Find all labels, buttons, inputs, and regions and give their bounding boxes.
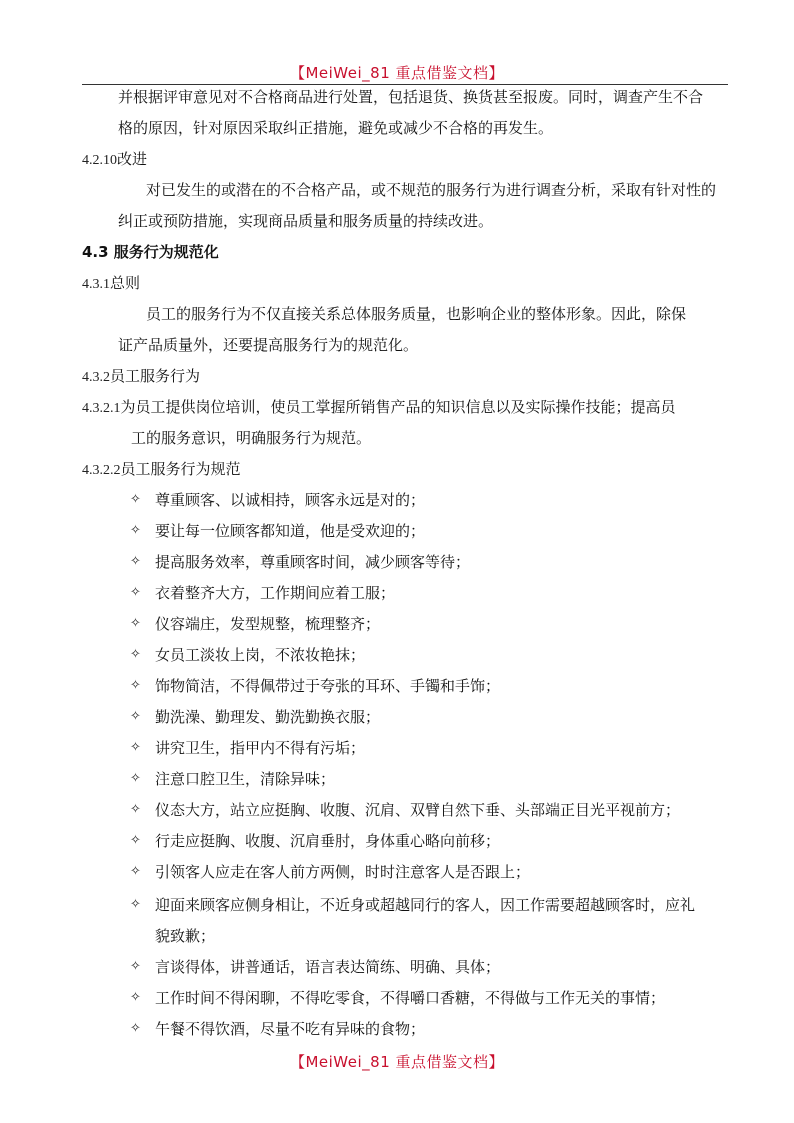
bullet-icon: ✧ bbox=[130, 833, 141, 848]
section-heading-main: 4.3 服务行为规范化 bbox=[82, 243, 219, 261]
bullet-icon: ✧ bbox=[130, 990, 141, 1005]
list-item: 女员工淡妆上岗，不浓妆艳抹； bbox=[155, 646, 366, 664]
list-item: 要让每一位顾客都知道，他是受欢迎的； bbox=[155, 522, 426, 540]
list-item: 工作时间不得闲聊，不得吃零食，不得嚼口香糖，不得做与工作无关的事情； bbox=[155, 989, 666, 1007]
section-title: 改进 bbox=[117, 150, 148, 168]
header-rule bbox=[82, 84, 728, 85]
paragraph-line: 格的原因，针对原因采取纠正措施，避免或减少不合格的再发生。 bbox=[118, 119, 554, 137]
section-title: 员工服务行为规范 bbox=[120, 460, 241, 478]
list-item: 行走应挺胸、收腹、沉肩垂肘，身体重心略向前移； bbox=[155, 832, 501, 850]
section-heading bbox=[82, 397, 676, 419]
paragraph-line: 证产品质量外，还要提高服务行为的规范化。 bbox=[118, 336, 419, 354]
section-title: 员工服务行为 bbox=[110, 367, 201, 385]
bullet-icon: ✧ bbox=[130, 771, 141, 786]
bullet-icon: ✧ bbox=[130, 959, 141, 974]
bullet-icon: ✧ bbox=[130, 1021, 141, 1036]
section-number: 4.3.2.1 bbox=[82, 401, 121, 416]
paragraph-line: 员工的服务行为不仅直接关系总体服务质量，也影响企业的整体形象。因此，除保 bbox=[146, 305, 687, 323]
list-item-continuation: 貌致歉； bbox=[155, 927, 216, 945]
section-number: 4.3.2.2 bbox=[82, 463, 121, 478]
section-title: 总则 bbox=[110, 274, 141, 292]
bullet-icon: ✧ bbox=[130, 802, 141, 817]
page-header: 【MeiWei_81 重点借鉴文档】 bbox=[289, 64, 505, 82]
bullet-icon: ✧ bbox=[130, 492, 141, 507]
list-item: 迎面来顾客应侧身相让，不近身或超越同行的客人，因工作需要超越顾客时，应礼 bbox=[155, 896, 696, 914]
list-item: 饰物简洁，不得佩带过于夸张的耳环、手镯和手饰； bbox=[155, 677, 501, 695]
bullet-icon: ✧ bbox=[130, 709, 141, 724]
list-item: 勤洗澡、勤理发、勤洗勤换衣服； bbox=[155, 708, 381, 726]
section-number: 4.3.1 bbox=[82, 277, 110, 292]
section-heading bbox=[82, 149, 147, 171]
bullet-icon: ✧ bbox=[130, 897, 141, 912]
paragraph-line: 并根据评审意见对不合格商品进行处置，包括退货、换货甚至报废。同时，调查产生不合 bbox=[118, 88, 704, 106]
list-item: 衣着整齐大方，工作期间应着工服； bbox=[155, 584, 396, 602]
paragraph-line: 为员工提供岗位培训，使员工掌握所销售产品的知识信息以及实际操作技能；提高员 bbox=[120, 398, 676, 416]
bullet-icon: ✧ bbox=[130, 864, 141, 879]
list-item: 讲究卫生，指甲内不得有污垢； bbox=[155, 739, 366, 757]
list-item: 提高服务效率，尊重顾客时间，减少顾客等待； bbox=[155, 553, 471, 571]
section-number: 4.2.10 bbox=[82, 153, 117, 168]
list-item: 仪容端庄，发型规整，梳理整齐； bbox=[155, 615, 381, 633]
bullet-icon: ✧ bbox=[130, 585, 141, 600]
list-item: 引领客人应走在客人前方两侧，时时注意客人是否跟上； bbox=[155, 863, 531, 881]
list-item: 尊重顾客、以诚相持，顾客永远是对的； bbox=[155, 491, 426, 509]
paragraph-line: 对已发生的或潜在的不合格产品，或不规范的服务行为进行调查分析，采取有针对性的 bbox=[146, 181, 717, 199]
paragraph-line: 工的服务意识，明确服务行为规范。 bbox=[131, 429, 372, 447]
section-heading bbox=[82, 273, 140, 295]
section-heading bbox=[82, 459, 241, 481]
section-number: 4.3.2 bbox=[82, 370, 110, 385]
list-item: 言谈得体，讲普通话，语言表达简练、明确、具体； bbox=[155, 958, 501, 976]
list-item: 午餐不得饮酒，尽量不吃有异味的食物； bbox=[155, 1020, 426, 1038]
bullet-icon: ✧ bbox=[130, 523, 141, 538]
bullet-icon: ✧ bbox=[130, 678, 141, 693]
bullet-icon: ✧ bbox=[130, 616, 141, 631]
paragraph-line: 纠正或预防措施，实现商品质量和服务质量的持续改进。 bbox=[118, 212, 494, 230]
bullet-icon: ✧ bbox=[130, 554, 141, 569]
section-heading bbox=[82, 366, 200, 388]
bullet-icon: ✧ bbox=[130, 647, 141, 662]
page-footer: 【MeiWei_81 重点借鉴文档】 bbox=[289, 1053, 505, 1071]
list-item: 注意口腔卫生，清除异味； bbox=[155, 770, 336, 788]
list-item: 仪态大方，站立应挺胸、收腹、沉肩、双臂自然下垂、头部端正目光平视前方； bbox=[155, 801, 681, 819]
bullet-icon: ✧ bbox=[130, 740, 141, 755]
